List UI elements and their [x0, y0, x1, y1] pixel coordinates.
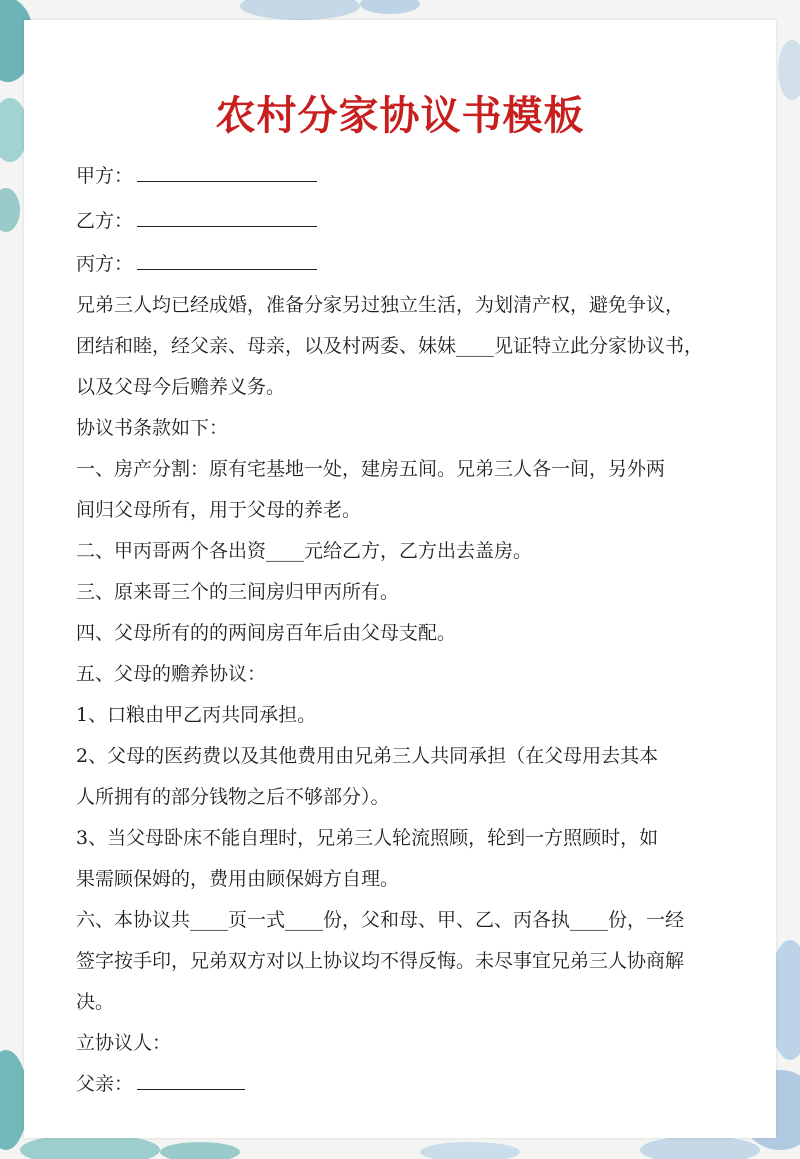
party-a-label: 甲方：	[76, 165, 134, 187]
party-a-blank	[137, 162, 317, 182]
clause-1-line-1: 一、房产分割：原有宅基地一处，建房五间。兄弟三人各一间，另外两	[76, 458, 666, 480]
document-body	[76, 156, 776, 1105]
party-a-line	[76, 156, 776, 197]
intro-line-1: 兄弟三人均已经成婚，准备分家另过独立生活，为划清产权，避免争议，	[76, 294, 685, 316]
sub-clause-2-line-2: 人所拥有的部分钱物之后不够部分）。	[76, 786, 390, 808]
sub-clause-3-line-2: 果需顾保姆的，费用由顾保姆方自理。	[76, 868, 400, 890]
signatories-label: 立协议人：	[76, 1032, 172, 1054]
document-title: 农村分家协议书模板	[215, 93, 585, 139]
father-blank	[137, 1070, 245, 1090]
father-label: 父亲：	[76, 1073, 134, 1095]
clause-6-line-2: 签字按手印，兄弟双方对以上协议均不得反悔。未尽事宜兄弟三人协商解	[76, 950, 685, 972]
intro-line-3: 以及父母今后赡养义务。	[76, 376, 286, 398]
party-c-label: 丙方：	[76, 253, 134, 275]
sub-clause-2-line-1: 2、父母的医药费以及其他费用由兄弟三人共同承担（在父母用去其本	[76, 745, 659, 767]
clause-6-line-3: 决。	[76, 991, 115, 1013]
party-c-line	[76, 244, 776, 285]
clause-1-line-2: 间归父母所有，用于父母的养老。	[76, 499, 362, 521]
father-line	[76, 1064, 776, 1105]
clause-2: 二、甲丙哥两个各出资____元给乙方，乙方出去盖房。	[76, 540, 533, 562]
party-c-blank	[137, 250, 317, 270]
party-b-blank	[137, 207, 317, 227]
clause-4: 四、父母所有的的两间房百年后由父母支配。	[76, 622, 457, 644]
party-b-label: 乙方：	[76, 210, 134, 232]
clause-6-line-1: 六、本协议共____页一式____份，父和母、甲、乙、丙各执____份，一经	[76, 909, 685, 931]
document-page	[24, 20, 776, 1138]
intro-line-2: 团结和睦，经父亲、母亲，以及村两委、妹妹____见证特立此分家协议书，	[76, 335, 704, 357]
clause-3: 三、原来哥三个的三间房归甲丙所有。	[76, 581, 400, 603]
sub-clause-3-line-1: 3、当父母卧床不能自理时，兄弟三人轮流照顾，轮到一方照顾时，如	[76, 827, 659, 849]
party-b-line	[76, 201, 776, 242]
sub-clause-1: 1、口粮由甲乙丙共同承担。	[76, 704, 317, 726]
clauses-heading: 协议书条款如下：	[76, 417, 229, 439]
clause-5-heading: 五、父母的赡养协议：	[76, 663, 267, 685]
